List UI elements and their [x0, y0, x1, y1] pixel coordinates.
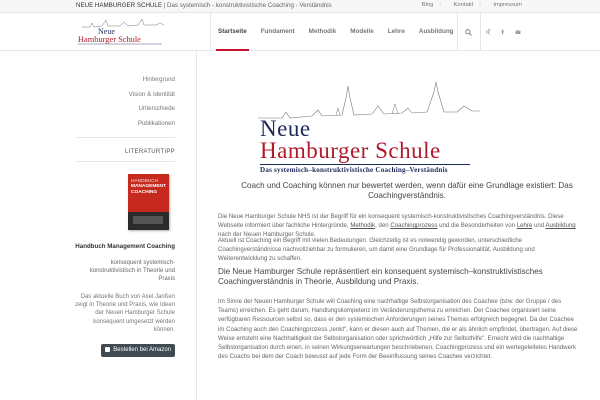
- book-cover-title: [131, 179, 167, 195]
- search-icon: [465, 29, 472, 36]
- intro-text: und: [532, 222, 546, 230]
- link-impressum[interactable]: Impressum: [493, 2, 522, 8]
- header: [0, 13, 600, 51]
- sidebar-item-publikationen[interactable]: Publikationen: [137, 119, 175, 127]
- sidebar-item-hintergrund[interactable]: Hintergrund: [142, 76, 175, 83]
- search-button[interactable]: [457, 13, 479, 51]
- sidebar-item-unterschiede[interactable]: Unterschiede: [138, 105, 175, 112]
- book-subtitle: konsequent systemisch-konstruktivistisch in Theorie und Praxis: [89, 260, 175, 283]
- sidebar: [76, 51, 197, 400]
- intro-text: und die Besonderheiten von: [437, 222, 517, 230]
- book-cover-line1: HANDBUCH: [131, 179, 159, 184]
- xing-icon[interactable]: [485, 29, 491, 35]
- book-description: Das aktuelle Buch von Axel Janßen zeigt in Theorie und Praxis, wie Ideen der Neuen Hamburger Schule konsequent umgesetzt werden können.: [75, 294, 175, 333]
- mail-icon[interactable]: [515, 29, 521, 35]
- link-separator: |: [479, 2, 481, 8]
- amazon-order-button[interactable]: [101, 344, 175, 357]
- site-name: NEUE HAMBURGER SCHULE: [76, 2, 162, 9]
- nav-lehre[interactable]: Lehre: [387, 28, 405, 35]
- sidebar-menu: [129, 73, 175, 131]
- nav-ausbildung[interactable]: Ausbildung: [418, 28, 454, 35]
- intro-headline: Coach und Coaching können nur bewertet werden, wenn dafür eine Grundlage existiert: Das Coachingverständnis.: [241, 181, 573, 200]
- link-separator: |: [439, 2, 441, 8]
- amazon-button-label: Bestellen bei Amazon: [113, 347, 171, 353]
- link-kontakt[interactable]: Kontakt: [453, 2, 474, 8]
- site-tagline: [76, 2, 332, 9]
- book-cover-line2: MANAGEMENT: [131, 184, 166, 190]
- top-bar: [0, 0, 600, 13]
- context-paragraph: Aktuell ist Coaching ein Begriff mit vielen Bedeutungen. Gleichzeitig ist es notwendig geworden, unterschiedliche Coachingverständnisse nachvollziehbar zu formulieren, um damit eine Grundlage für Professionalität, Ausbildung und Weiterentwicklung zu schaffen.: [218, 237, 535, 263]
- link-coachingprozess[interactable]: Coachingprozess: [390, 222, 438, 230]
- nav-methodik[interactable]: Methodik: [308, 28, 337, 35]
- tagline-text: | Das systemisch - konstruktivistische Coaching - Verständnis: [161, 2, 332, 9]
- book-title: Handbuch Management Coaching: [75, 243, 175, 250]
- intro-text: , den: [375, 222, 391, 230]
- book-cover-line3: COACHING: [131, 189, 158, 195]
- book-cover[interactable]: [128, 174, 169, 230]
- facebook-icon[interactable]: [500, 29, 506, 35]
- book-cover-strip: [128, 212, 169, 230]
- nav-startseite[interactable]: Startseite: [211, 13, 254, 51]
- section-headline: Die Neue Hamburger Schule repräsentiert ein konsequent systemisch–konstruktivistisches Coachingverständnis in Theorie, Ausbildung und Praxis.: [218, 267, 543, 286]
- intro-text: nach der Neuen Hamburger Schule.: [218, 231, 316, 239]
- logo-text-hamburger-schule: Hamburger Schule: [78, 35, 141, 44]
- sidebar-item-vision[interactable]: Vision & Identität: [128, 90, 175, 98]
- logo-text-neue: Neue: [98, 27, 115, 36]
- sidebar-heading-line: [76, 161, 175, 162]
- social-links: [480, 13, 525, 51]
- hero-title-hamburger-schule: Hamburger Schule: [260, 138, 441, 163]
- sidebar-divider: [76, 137, 175, 138]
- hero-title-neue: Neue: [260, 116, 311, 141]
- sidebar-heading: LITERATURTIPP: [124, 149, 175, 155]
- top-links: [411, 2, 522, 8]
- nav-modelle[interactable]: Modelle: [350, 28, 374, 35]
- link-methodik[interactable]: Methodik: [350, 222, 376, 230]
- hero-subtitle: Das systemisch–konstruktivistische Coaching–Verständnis: [260, 166, 448, 174]
- link-lehre[interactable]: Lehre: [516, 222, 533, 230]
- amazon-icon: [105, 347, 110, 352]
- nav-fundament[interactable]: Fundament: [260, 28, 295, 35]
- hero-logo: [252, 78, 482, 180]
- hero-rule: [260, 164, 470, 165]
- link-ausbildung[interactable]: Ausbildung: [545, 222, 576, 230]
- main-nav: [210, 13, 461, 51]
- main-content: [197, 51, 600, 400]
- intro-text: Die Neue Hamburger Schule NHS ist der Begriff für ein konsequent systemisch-konstruktivistisches Coachingverständnis. Diese Webseite informiert über fachliche Hintergründe,: [218, 213, 564, 230]
- site-logo[interactable]: [76, 17, 166, 47]
- coaching-paragraph: Im Sinne der Neuen Hamburger Schule will Coaching eine nachhaltige Selbstorganisation des Coachee (bzw. der Gruppe / des Teams) erreichen. Es geht darum, Handlungskompetenz im Veränderungsthema zu erreichen. Der Coachee organisiert seine verfügbaren Ressourcen selbst so, dass er den systemischen Anforderungen seines Themas erfolgreich begegnet. Da der Coachee im Coaching auch den Coachingprozess „lenkt", kann er diesen auch auf Themen, die er als ähnlich empfindet, übertragen. Auf diese Weise entsteht eine Nachhaltigkeit der Selbstorganisation oder sprichwörtlich „Hilfe zur Selbsthilfe". Erreicht wird die nachhaltige Selbstorganisation durch einen, in seinen Wirkungserwartungen beschriebenen, Coachingprozess und ein wertegeleitetes Handwerk des Coachs bei dem der Coach bewusst auf jede Form der Beeinflussung seines Coachee verzichtet.: [218, 298, 578, 361]
- link-blog[interactable]: Blog: [421, 2, 434, 8]
